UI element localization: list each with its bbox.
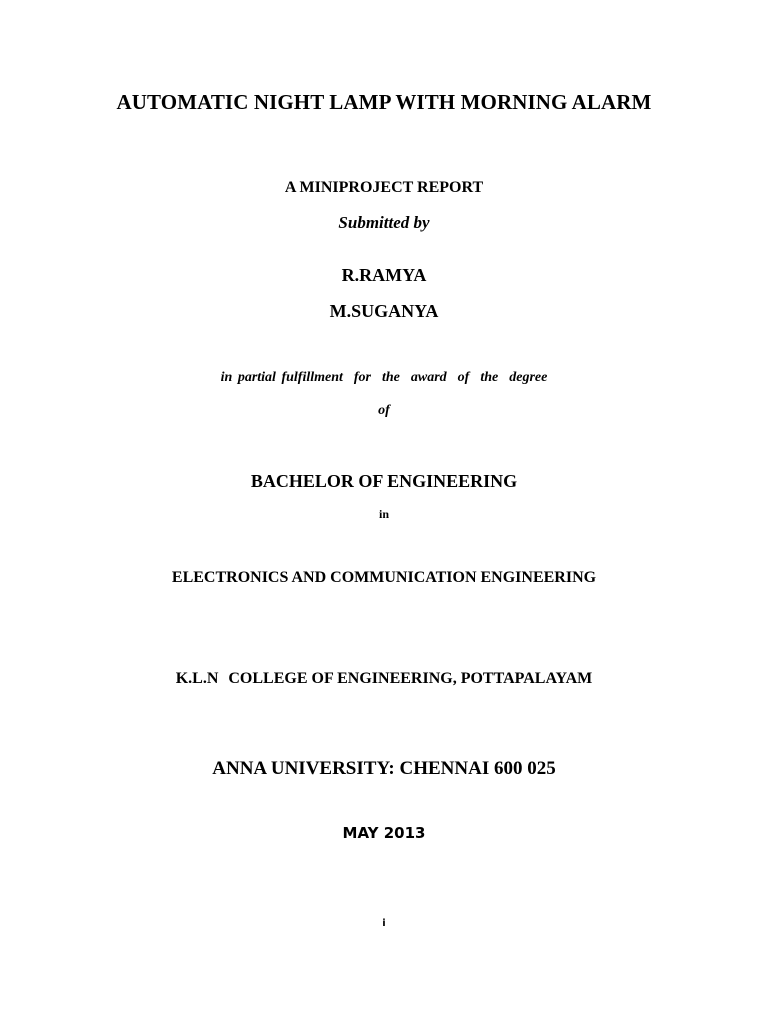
report-type: A MINIPROJECT REPORT [284,179,484,196]
report-title: AUTOMATIC NIGHT LAMP WITH MORNING ALARM [116,90,652,114]
of-label: of [378,403,390,418]
submission-date: MAY 2013 [342,824,426,842]
author-name: M.SUGANYA [329,301,439,321]
college-full-name: COLLEGE OF ENGINEERING, POTTAPALAYAM [228,670,593,687]
submitted-by-label: Submitted by [338,213,430,232]
degree-name: BACHELOR OF ENGINEERING [250,471,518,491]
author-name: R.RAMYA [341,265,427,285]
fulfillment-statement: in partial fulfillment for the award of the degree [220,370,548,385]
in-label: in [378,507,389,521]
college-abbreviation: K.L.N [175,670,219,687]
college-name [0,671,768,687]
page-number: i [382,918,386,929]
department-name: ELECTRONICS AND COMMUNICATION ENGINEERING [171,569,597,586]
university-name: ANNA UNIVERSITY: CHENNAI 600 025 [212,758,556,779]
